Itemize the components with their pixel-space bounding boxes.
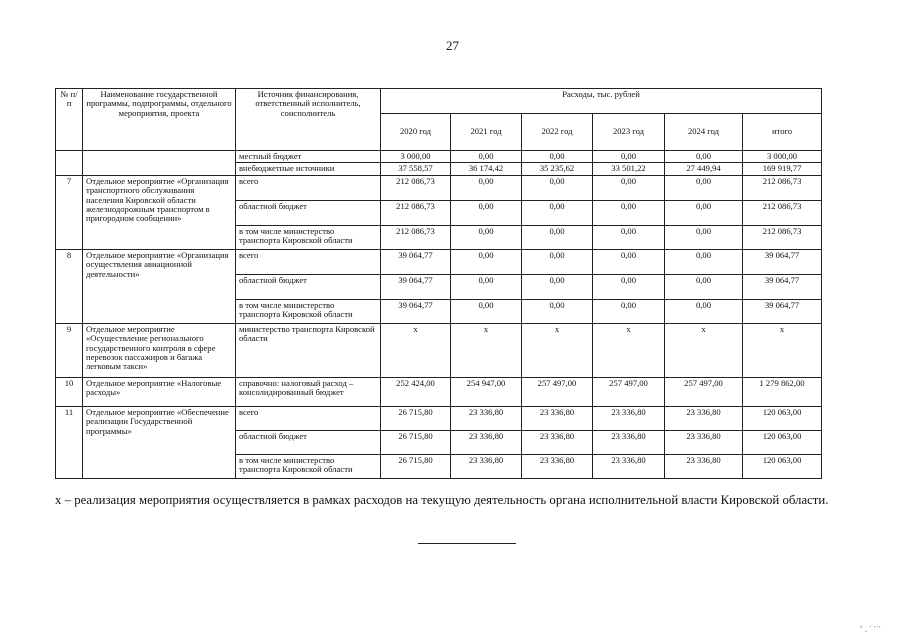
row-num-cell: 9 bbox=[56, 323, 83, 377]
value-cell: 36 174,42 bbox=[451, 163, 522, 175]
value-cell: 212 086,73 bbox=[743, 225, 822, 249]
value-cell: 23 336,80 bbox=[665, 430, 743, 454]
table-row bbox=[56, 323, 822, 377]
source-cell: внебюджетные источники bbox=[236, 163, 381, 175]
value-cell: 3 000,00 bbox=[743, 151, 822, 163]
value-cell: 120 063,00 bbox=[743, 454, 822, 478]
row-name-cell: Отдельное мероприятие «Налоговые расходы» bbox=[83, 377, 236, 406]
footnote: x – реализация мероприятия осуществляется в рамках расходов на текущую деятельность органа исполнительной власти Кировской области. bbox=[55, 493, 829, 507]
table-row bbox=[56, 175, 822, 200]
value-cell: 0,00 bbox=[522, 151, 593, 163]
header-name: Наименование государственной программы, подпрограммы, отдельного мероприятия, проекта bbox=[83, 89, 236, 151]
value-cell: 23 336,80 bbox=[522, 454, 593, 478]
value-cell: 0,00 bbox=[593, 249, 665, 274]
value-cell: 120 063,00 bbox=[743, 430, 822, 454]
value-cell: 0,00 bbox=[451, 274, 522, 299]
value-cell: 0,00 bbox=[451, 151, 522, 163]
table-row bbox=[56, 377, 822, 406]
value-cell: 0,00 bbox=[665, 225, 743, 249]
value-cell: 120 063,00 bbox=[743, 406, 822, 430]
value-cell: 0,00 bbox=[522, 274, 593, 299]
value-cell: 26 715,80 bbox=[381, 454, 451, 478]
value-cell: x bbox=[665, 323, 743, 377]
value-cell: 0,00 bbox=[593, 175, 665, 200]
header-expenses: Расходы, тыс. рублей bbox=[381, 89, 822, 114]
value-cell: 0,00 bbox=[593, 225, 665, 249]
source-cell: всего bbox=[236, 249, 381, 274]
value-cell: 23 336,80 bbox=[593, 454, 665, 478]
value-cell: 254 947,00 bbox=[451, 377, 522, 406]
value-cell: 0,00 bbox=[665, 200, 743, 225]
value-cell: 257 497,00 bbox=[593, 377, 665, 406]
value-cell: 33 501,22 bbox=[593, 163, 665, 175]
value-cell: 23 336,80 bbox=[593, 406, 665, 430]
source-cell: областной бюджет bbox=[236, 430, 381, 454]
value-cell: 23 336,80 bbox=[593, 430, 665, 454]
row-num-cell bbox=[56, 151, 83, 176]
header-year: 2022 год bbox=[522, 114, 593, 151]
value-cell: 23 336,80 bbox=[522, 430, 593, 454]
header-year: итого bbox=[743, 114, 822, 151]
value-cell: x bbox=[743, 323, 822, 377]
value-cell: 0,00 bbox=[522, 299, 593, 323]
table-row bbox=[56, 249, 822, 274]
value-cell: 212 086,73 bbox=[381, 175, 451, 200]
value-cell: 39 064,77 bbox=[743, 249, 822, 274]
header-year: 2024 год bbox=[665, 114, 743, 151]
value-cell: 0,00 bbox=[593, 299, 665, 323]
expenses-table bbox=[55, 88, 822, 479]
source-cell: всего bbox=[236, 406, 381, 430]
value-cell: 0,00 bbox=[665, 274, 743, 299]
header-num: № п/п bbox=[56, 89, 83, 151]
row-num-cell: 8 bbox=[56, 249, 83, 323]
value-cell: 0,00 bbox=[593, 151, 665, 163]
value-cell: 0,00 bbox=[522, 249, 593, 274]
value-cell: 26 715,80 bbox=[381, 406, 451, 430]
value-cell: 23 336,80 bbox=[665, 454, 743, 478]
value-cell: 0,00 bbox=[522, 225, 593, 249]
value-cell: 39 064,77 bbox=[743, 274, 822, 299]
value-cell: 0,00 bbox=[451, 200, 522, 225]
row-name-cell: Отдельное мероприятие «Организация осуществления авиационной деятельности» bbox=[83, 249, 236, 323]
source-cell: в том числе министерство транспорта Кировской области bbox=[236, 299, 381, 323]
value-cell: x bbox=[381, 323, 451, 377]
value-cell: 0,00 bbox=[593, 200, 665, 225]
source-cell: областной бюджет bbox=[236, 274, 381, 299]
value-cell: 0,00 bbox=[665, 249, 743, 274]
value-cell: 0,00 bbox=[522, 200, 593, 225]
value-cell: x bbox=[593, 323, 665, 377]
value-cell: 212 086,73 bbox=[381, 225, 451, 249]
value-cell: 37 558,57 bbox=[381, 163, 451, 175]
row-num-cell: 11 bbox=[56, 406, 83, 478]
row-name-cell: Отдельное мероприятие «Обеспечение реализации Государственной программы» bbox=[83, 406, 236, 478]
table-row bbox=[56, 151, 822, 163]
value-cell: 252 424,00 bbox=[381, 377, 451, 406]
row-name-cell bbox=[83, 151, 236, 176]
header-year: 2020 год bbox=[381, 114, 451, 151]
value-cell: 23 336,80 bbox=[665, 406, 743, 430]
value-cell: 27 449,94 bbox=[665, 163, 743, 175]
header-source: Источник финансирования, ответственный исполнитель, соисполнитель bbox=[236, 89, 381, 151]
value-cell: 0,00 bbox=[522, 175, 593, 200]
source-cell: областной бюджет bbox=[236, 200, 381, 225]
separator-line bbox=[418, 543, 516, 544]
source-cell: в том числе министерство транспорта Кировской области bbox=[236, 454, 381, 478]
corner-marks: ᶜ ˏ ˑ ·ˑ· bbox=[860, 623, 881, 632]
value-cell: 0,00 bbox=[451, 175, 522, 200]
row-name-cell: Отдельное мероприятие «Организация транспортного обслуживания населения Кировской области железнодорожным транспортом в пригородном сообщении» bbox=[83, 175, 236, 249]
value-cell: 212 086,73 bbox=[743, 175, 822, 200]
value-cell: 35 235,62 bbox=[522, 163, 593, 175]
value-cell: 169 919,77 bbox=[743, 163, 822, 175]
source-cell: всего bbox=[236, 175, 381, 200]
value-cell: 3 000,00 bbox=[381, 151, 451, 163]
row-num-cell: 10 bbox=[56, 377, 83, 406]
value-cell: 23 336,80 bbox=[451, 454, 522, 478]
header-year: 2023 год bbox=[593, 114, 665, 151]
value-cell: 0,00 bbox=[451, 299, 522, 323]
row-num-cell: 7 bbox=[56, 175, 83, 249]
value-cell: 39 064,77 bbox=[743, 299, 822, 323]
value-cell: 0,00 bbox=[451, 249, 522, 274]
value-cell: 212 086,73 bbox=[381, 200, 451, 225]
value-cell: x bbox=[451, 323, 522, 377]
value-cell: 0,00 bbox=[665, 299, 743, 323]
value-cell: 257 497,00 bbox=[665, 377, 743, 406]
value-cell: 39 064,77 bbox=[381, 249, 451, 274]
value-cell: 23 336,80 bbox=[522, 406, 593, 430]
value-cell: 0,00 bbox=[451, 225, 522, 249]
header-row bbox=[56, 89, 822, 114]
value-cell: 23 336,80 bbox=[451, 406, 522, 430]
value-cell: 23 336,80 bbox=[451, 430, 522, 454]
value-cell: 0,00 bbox=[593, 274, 665, 299]
value-cell: 1 279 862,00 bbox=[743, 377, 822, 406]
table-body bbox=[56, 89, 822, 479]
source-cell: местный бюджет bbox=[236, 151, 381, 163]
value-cell: 39 064,77 bbox=[381, 274, 451, 299]
value-cell: 212 086,73 bbox=[743, 200, 822, 225]
value-cell: 39 064,77 bbox=[381, 299, 451, 323]
value-cell: 257 497,00 bbox=[522, 377, 593, 406]
header-year: 2021 год bbox=[451, 114, 522, 151]
table-row bbox=[56, 406, 822, 430]
source-cell: в том числе министерство транспорта Кировской области bbox=[236, 225, 381, 249]
value-cell: 0,00 bbox=[665, 175, 743, 200]
value-cell: 0,00 bbox=[665, 151, 743, 163]
value-cell: 26 715,80 bbox=[381, 430, 451, 454]
source-cell: министерство транспорта Кировской области bbox=[236, 323, 381, 377]
value-cell: x bbox=[522, 323, 593, 377]
source-cell: справочно: налоговый расход – консолидированный бюджет bbox=[236, 377, 381, 406]
page-number: 27 bbox=[446, 38, 459, 53]
row-name-cell: Отдельное мероприятие «Осуществление регионального государственного контроля в сфере перевозок пассажиров и багажа легковым такси» bbox=[83, 323, 236, 377]
